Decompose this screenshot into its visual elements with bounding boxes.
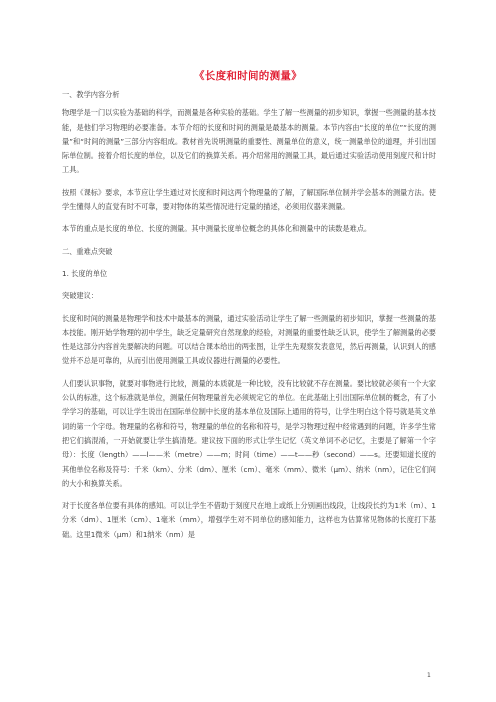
document-body xyxy=(62,88,436,542)
subsection-heading-length-unit: 1. 长度的单位 xyxy=(62,268,108,278)
paragraph: 物理学是一门以实验为基础的科学，而测量是各种实验的基础。学生了解一些测量的初步知识，掌握一些测量的基本技能，是他们学习物理的必要准备。本节介绍的长度和时间的测量是最基本的测量。本节内容由“长度的单位”“长度的测量”和“时间的测量”三部分内容组成。教材首先说明测量的重要性、测量单位的意义，统一测量单位的道理，并引出国际单位制。接着介绍长度的单位，以及它们的换算关系。再介绍常用的测量工具，最后通过实验活动使用刻度尺和计时工具。 xyxy=(62,108,436,175)
section-heading-teaching-analysis: 一、教学内容分析 xyxy=(62,90,120,99)
paragraph: 本节的重点是长度的单位、长度的测量。其中测量长度单位概念的具体化和测量中的读数是难点。 xyxy=(62,224,372,234)
paragraph: 人们要认识事物，就要对事物进行比较，测量的本质就是一种比较，没有比较就不存在测量。要比较就必须有一个大家公认的标准，这个标准就是单位，测量任何物理量首先必须规定它的单位。在此基础上引出国际单位制的概念，有了小学学习的基础，可以让学生说出在国际单位制中长度的基本单位及国际上通用的符号，让学生明白这个符号就是英文单词的第一个字母。物理量的名称和符号，物理量的单位的名称和符号，是学习物理过程中经常遇到的问题，许多学生常把它们搞混淆，一开始就要让学生搞清楚。建议按下面的形式让学生记忆（英文单词不必记忆，主要是了解第一个字母）：长度（length）——l——米（metre）——m；时间（time）——t——秒（second）——s。还要知道长度的其他单位名称及符号：千米（km）、分米（dm）、厘米（cm）、毫米（mm）、微米（μm）、纳米（nm），记住它们间的大小和换算关系。 xyxy=(62,378,436,488)
paragraph: 对于长度各单位要有具体的感知。可以让学生不借助于刻度尺在地上或纸上分别画出线段，让线段长约为1米（m）、1分米（dm）、1厘米（cm）、1毫米（mm），增强学生对不同单位的感知能力，这样也为估算常见物体的长度打下基础。这里1微米（μm）和1纳米（nm）是 xyxy=(62,501,436,539)
section-heading-key-difficulties: 二、重难点突破 xyxy=(62,246,113,256)
document-title: 《长度和时间的测量》 xyxy=(194,70,302,82)
suggestion-label: 突破建议： xyxy=(62,291,98,301)
page-number: 1 xyxy=(427,672,431,679)
paragraph: 长度和时间的测量是物理学和技术中最基本的测量，通过实验活动让学生了解一些测量的初步知识，掌握一些测量的基本技能。刚开始学物理的初中学生，缺乏定量研究自然现象的经验，对测量的重要性缺乏认识，使学生了解测量的必要性是这部分内容首先要解决的问题。可以结合课本给出的两张图，让学生先观察发表意见，然后再测量，认识到人的感觉并不总是可靠的，从而引出使用测量工具或仪器进行测量的必要性。 xyxy=(62,313,436,366)
paragraph: 按照《课标》要求，本节应让学生通过对长度和时间这两个物理量的了解，了解国际单位制并学会基本的测量方法。使学生懂得人的直觉有时不可靠，要对物体的某些情况进行定量的描述，必须用仪器来测量。 xyxy=(62,187,436,212)
